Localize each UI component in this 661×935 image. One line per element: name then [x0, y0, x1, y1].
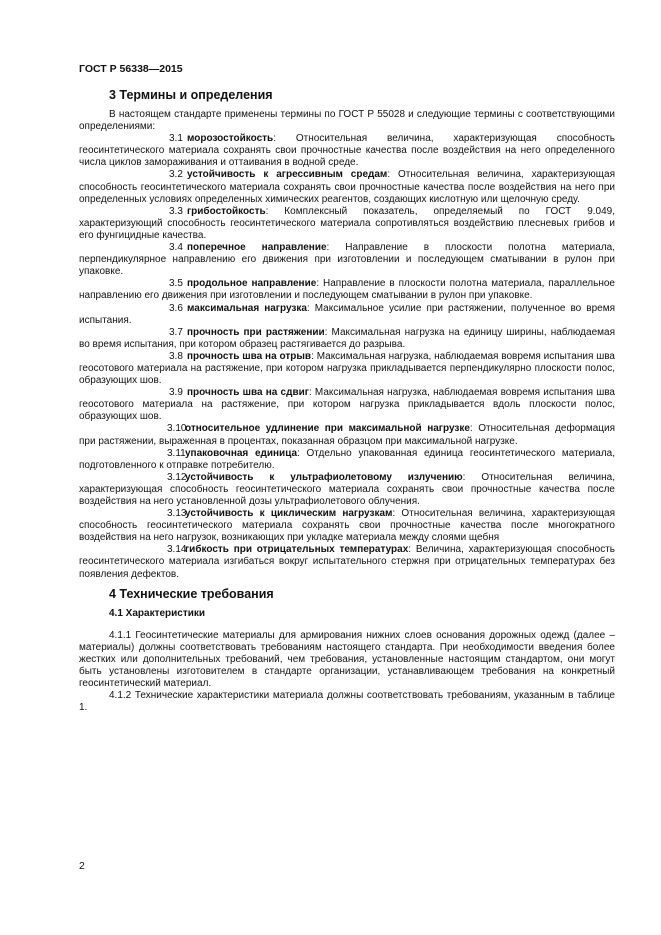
terms-list [79, 133, 615, 580]
term-number: 3.6 [169, 302, 183, 314]
term-definition [79, 327, 615, 351]
term-text: : Отдельно упакованная единица геосинтетического материала, подготовленного к отправке потребителю. [79, 447, 615, 471]
term-text: : Относительная величина, характеризующая способность геосинтетического материала сохранять свои прочностные качества после воздействия на него при определенных условиях определенных химических реагентов, создающих кислотную или щелочную среду. [79, 169, 615, 205]
term-name: прочность шва на отрыв [187, 350, 312, 362]
term-number: 3.1 [169, 133, 183, 145]
document-id-header: ГОСТ Р 56338—2015 [79, 63, 183, 75]
term-text: : Направление в плоскости полотна материала, перпендикулярное направлению его движения при изготовлении и последующем сматывании в рулон при упаковке. [79, 242, 615, 278]
term-number: 3.9 [169, 387, 183, 399]
section-3-title: 3 Термины и определения [109, 88, 273, 102]
term-number: 3.8 [169, 350, 183, 362]
term-name: устойчивость к ультрафиолетовому излучению [185, 471, 463, 483]
term-definition [79, 278, 615, 302]
section-4-title: 4 Технические требования [109, 586, 274, 601]
term-text: : Направление в плоскости полотна материала, параллельное направлению его движения при изготовлении и последующем сматывании в рулон при упаковке. [79, 278, 615, 302]
term-definition [79, 448, 615, 472]
term-number: 3.3 [169, 205, 183, 217]
term-text: : Максимальная нагрузка на единицу ширины, наблюдаемая во время испытания, при котором образец растягивается до разрыва. [79, 326, 615, 350]
term-number: 3.10 [167, 423, 187, 435]
term-name: максимальная нагрузка [187, 302, 307, 314]
term-name: прочность при растяжении [187, 326, 325, 338]
term-text: : Комплексный показатель, определяемый по ГОСТ 9.049, характеризующий способность геосинтетического материала сопротивляться воздействию плесневых грибов и его фунгицидные качества. [79, 205, 615, 241]
term-name: прочность шва на сдвиг [187, 387, 309, 399]
term-text: : Относительная величина, характеризующая способность геосинтетического материала сохранять свои прочностные качества после воздействия на него установленной дозы ультрафиолетового облучения. [79, 471, 615, 507]
term-definition [79, 472, 615, 508]
term-definition [79, 544, 615, 580]
term-definition [79, 169, 615, 205]
term-number: 3.2 [169, 169, 183, 181]
term-text: : Относительная величина, характеризующая способность геосинтетического материала сохранять свои прочностные качества после воздействия на него определенного числа циклов замораживания и оттаивания в водной среде. [79, 133, 615, 169]
section-3-intro: В настоящем стандарте применены термины по ГОСТ Р 55028 и следующие термины с соответствующими определениями: [79, 109, 615, 133]
page-content [79, 88, 615, 714]
term-name: поперечное направление [187, 242, 327, 254]
subsection-4-1-title: 4.1 Характеристики [109, 607, 206, 619]
term-name: грибостойкость [187, 205, 266, 217]
paragraph-4-1-1: 4.1.1 Геосинтетические материалы для армирования нижних слоев основания дорожных одежд (далее – материалы) должны соответствовать требованиям настоящего стандарта. При необходимости введения более жестких или дополнительных требований, чем требования, установленные настоящим стандартом, они могут быть установлены изготовителем в стандарте организации, устанавливающем требования на конкретный геосинтетический материал. [79, 629, 615, 690]
page-number: 2 [79, 860, 85, 872]
term-name: упаковочная единица [185, 447, 298, 459]
term-name: устойчивость к агрессивным средам [187, 169, 388, 181]
term-number: 3.5 [169, 278, 183, 290]
term-name: морозостойкость [187, 133, 274, 145]
term-definition [79, 133, 615, 169]
term-text: : Величина, характеризующая способность геосинтетического материала изгибаться вокруг испытательного стержня при отрицательных температурах без появления дефектов. [79, 544, 615, 580]
term-name: относительное удлинение при максимальной нагрузке [185, 423, 470, 435]
term-name: гибкость при отрицательных температурах [185, 544, 409, 556]
term-number: 3.11 [167, 447, 186, 459]
term-text: : Относительная величина, характеризующая способность геосинтетического материала сохранять свои прочностные качества после многократного воздействия на него нагрузок, возникающих при укладке материала между слоями щебня [79, 508, 615, 544]
term-definition [79, 387, 615, 423]
term-definition [79, 423, 615, 447]
term-definition [79, 206, 615, 242]
term-definition [79, 351, 615, 387]
term-number: 3.14 [167, 544, 187, 556]
term-number: 3.12 [167, 471, 187, 483]
term-name: устойчивость к циклическим нагрузкам [185, 508, 393, 520]
term-number: 3.7 [169, 326, 183, 338]
term-text: : Максимальная нагрузка, наблюдаемая вовремя испытания шва геосотового материала на растяжение, при котором нагрузка прикладывается вдоль плоскости полос, образующих шов. [79, 387, 615, 423]
term-number: 3.13 [167, 508, 187, 520]
term-name: продольное направление [187, 278, 317, 290]
term-number: 3.4 [169, 242, 183, 254]
paragraph-4-1-2: 4.1.2 Технические характеристики материала должны соответствовать требованиям, указанным в таблице 1. [79, 690, 615, 714]
term-definition [79, 508, 615, 544]
term-text: : Максимальная нагрузка, наблюдаемая вовремя испытания шва геосотового материала на растяжение, при котором нагрузка прикладывается перпендикулярно плоскости полос, образующих шов. [79, 350, 615, 387]
term-definition [79, 303, 615, 327]
term-text: : Относительная деформация при растяжении, выраженная в процентах, показанная образцом при максимальной нагрузке. [79, 423, 615, 447]
term-text: : Максимальное усилие при растяжении, полученное во время испытания. [79, 302, 615, 326]
term-definition [79, 242, 615, 278]
